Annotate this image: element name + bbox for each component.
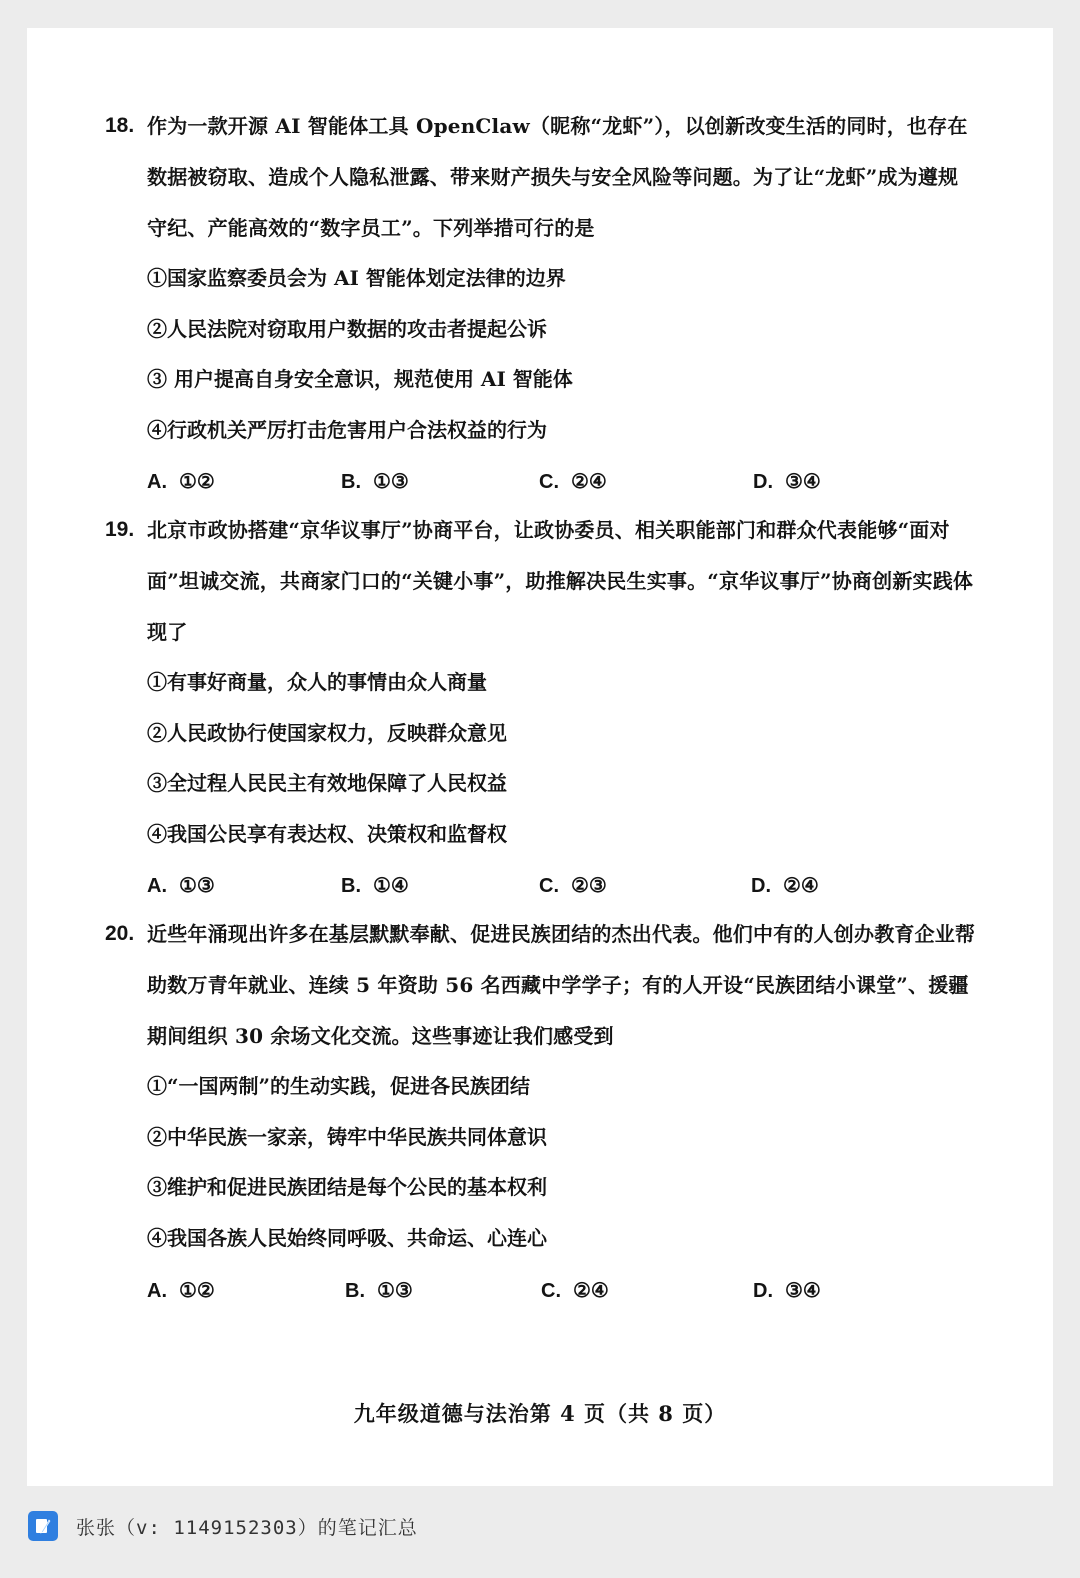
option-d[interactable]: D. ②④ xyxy=(751,873,819,897)
exam-page xyxy=(27,28,1053,1486)
watermark-text: 张张（v: 1149152303）的笔记汇总 xyxy=(76,1516,418,1539)
statement-2: ②中华民族一家亲，铸牢中华民族共同体意识 xyxy=(147,1125,547,1149)
answer-options xyxy=(147,871,947,899)
watermark xyxy=(28,1508,418,1544)
statement-1: ①国家监察委员会为 AI 智能体划定法律的边界 xyxy=(147,266,566,290)
question-number: 18. xyxy=(105,114,135,137)
page-footer: 九年级道德与法治第 4 页（共 8 页） xyxy=(353,1401,727,1426)
question-stem: 作为一款开源 AI 智能体工具 OpenClaw（昵称“龙虾”），以创新改变生活的同时，也存在数据被窃取、造成个人隐私泄露、带来财产损失与安全风险等问题。为了让“龙虾”成为遵规守纪、产能高效的“数字员工”。下列举措可行的是 xyxy=(147,114,968,240)
option-b[interactable]: B. ①③ xyxy=(345,1278,413,1302)
question-number: 19. xyxy=(105,518,135,541)
answer-options xyxy=(147,1276,947,1304)
statement-3: ③全过程人民民主有效地保障了人民权益 xyxy=(147,771,507,795)
option-b[interactable]: B. ①③ xyxy=(341,469,409,493)
option-c[interactable]: C. ②③ xyxy=(539,873,607,897)
option-d[interactable]: D. ③④ xyxy=(753,469,821,493)
statement-2: ②人民法院对窃取用户数据的攻击者提起公诉 xyxy=(147,317,547,341)
note-app-icon xyxy=(28,1511,58,1541)
statement-1: ①“一国两制”的生动实践，促进各民族团结 xyxy=(147,1074,531,1098)
option-b[interactable]: B. ①④ xyxy=(341,873,409,897)
option-a[interactable]: A. ①③ xyxy=(147,873,215,897)
statement-4: ④我国各族人民始终同呼吸、共命运、心连心 xyxy=(147,1226,547,1250)
statement-3: ③维护和促进民族团结是每个公民的基本权利 xyxy=(147,1175,547,1199)
statement-4: ④行政机关严厉打击危害用户合法权益的行为 xyxy=(147,418,547,442)
option-c[interactable]: C. ②④ xyxy=(541,1278,609,1302)
statement-3: ③ 用户提高自身安全意识，规范使用 AI 智能体 xyxy=(147,367,573,391)
answer-options xyxy=(147,467,947,495)
question-stem: 近些年涌现出许多在基层默默奉献、促进民族团结的杰出代表。他们中有的人创办教育企业帮助数万青年就业、连续 5 年资助 56 名西藏中学学子；有的人开设“民族团结小课堂”、援疆期间组织 30 余场文化交流。这些事迹让我们感受到 xyxy=(147,922,976,1048)
statement-4: ④我国公民享有表达权、决策权和监督权 xyxy=(147,822,507,846)
question-stem: 北京市政协搭建“京华议事厅”协商平台，让政协委员、相关职能部门和群众代表能够“面对面”坦诚交流，共商家门口的“关键小事”，助推解决民生实事。“京华议事厅”协商创新实践体现了 xyxy=(147,518,974,644)
option-a[interactable]: A. ①② xyxy=(147,469,215,493)
option-a[interactable]: A. ①② xyxy=(147,1278,215,1302)
option-c[interactable]: C. ②④ xyxy=(539,469,607,493)
question-number: 20. xyxy=(105,922,135,945)
option-d[interactable]: D. ③④ xyxy=(753,1278,821,1302)
statement-2: ②人民政协行使国家权力，反映群众意见 xyxy=(147,721,507,745)
statement-1: ①有事好商量，众人的事情由众人商量 xyxy=(147,670,487,694)
